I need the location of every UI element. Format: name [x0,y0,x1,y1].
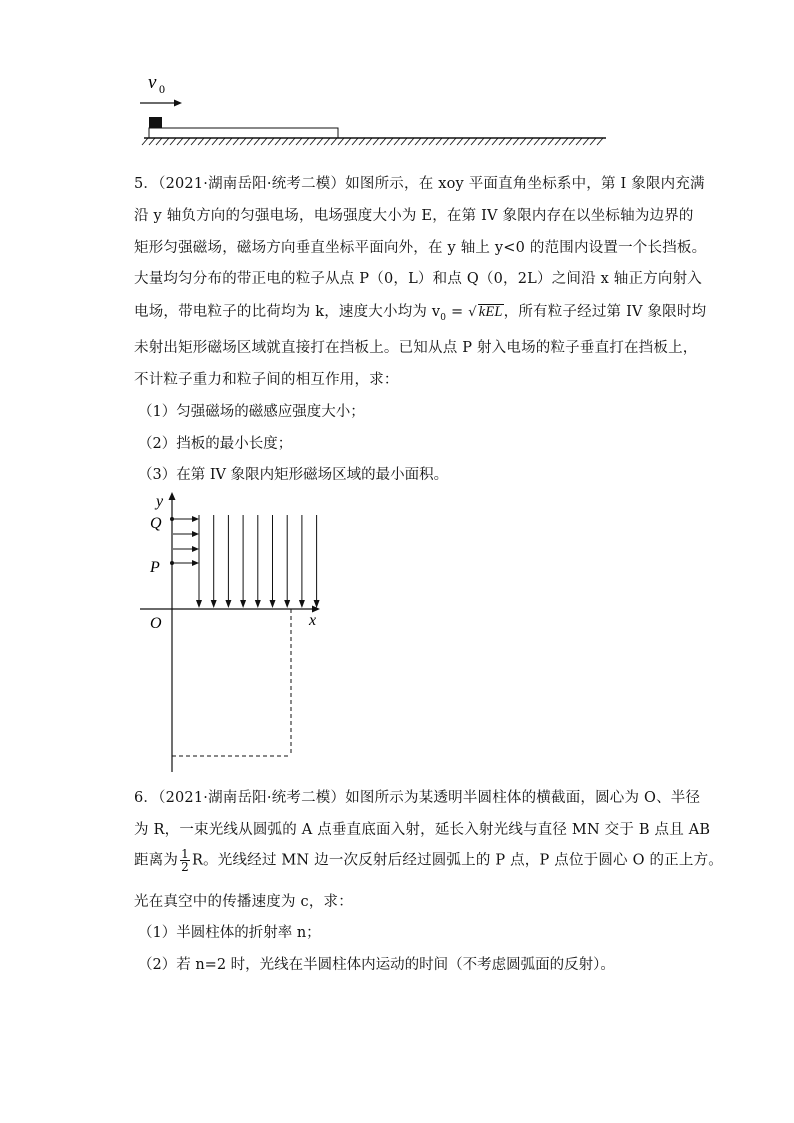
hatch-stroke [198,138,204,145]
hatch-stroke [226,138,232,145]
field-arrowhead [255,600,261,608]
hatch-stroke [359,138,365,145]
sqrt-content: kEL [478,304,503,320]
hatch-stroke [261,138,267,145]
hatch-stroke [590,138,596,145]
hatch-stroke [387,138,393,145]
hatch-stroke [415,138,421,145]
field-diagram [140,488,340,778]
hatch-stroke [534,138,540,145]
hatch-stroke [149,138,155,145]
fraction-numerator: 1 [181,847,189,861]
hatch-stroke [569,138,575,145]
hatch-stroke [317,138,323,145]
hatch-stroke [548,138,554,145]
entry-arrowhead [192,516,199,522]
q6-line-2: 为 R，一束光线从圆弧的 A 点垂直底面入射，延长入射光线与直径 MN 交于 B 点且 AB [134,822,711,838]
hatch-stroke [289,138,295,145]
hatch-stroke [408,138,414,145]
hatch-stroke [163,138,169,145]
v0-subscript: 0 [440,312,447,323]
q5-line-5: 电场，带电粒子的比荷均为 k，速度大小均为 $v_0$ = √ kEL，所有粒子经过第 IV 象限时均 [134,304,707,323]
q5-subquestion-2: （2）挡板的最小长度； [138,436,293,452]
hatch-stroke [310,138,316,145]
point-p-label: P [150,559,160,576]
q5-line-4: 大量均匀分布的带正电的粒子从点 P（0，L）和点 Q（0，2L）之间沿 x 轴正方向射入 [134,271,702,287]
hatch-stroke [268,138,274,145]
hatch-stroke [450,138,456,145]
hatch-stroke [366,138,372,145]
hatch-stroke [303,138,309,145]
hatch-stroke [401,138,407,145]
hatch-stroke [436,138,442,145]
hatch-stroke [541,138,547,145]
long-board [149,128,338,138]
hatch-stroke [247,138,253,145]
hatch-stroke [492,138,498,145]
fraction-denominator: 2 [181,860,189,874]
hatch-stroke [254,138,260,145]
q5-line-5-rest: ，所有粒子经过第 IV 象限时均 [503,304,707,320]
q6-subquestion-2: （2）若 n=2 时，光线在半圆柱体内运动的时间（不考虑圆弧面的反射）。 [138,957,615,973]
hatch-stroke [394,138,400,145]
hatch-stroke [345,138,351,145]
hatch-stroke [296,138,302,145]
ground-hatch [142,138,603,145]
q6-line-1: 6．（2021·湖南岳阳·统考二模）如图所示为某透明半圆柱体的横截面，圆心为 O、半径 [134,790,701,806]
block-board-figure [130,66,620,148]
hatch-stroke [443,138,449,145]
origin-label: O [150,615,162,632]
field-arrowhead [196,600,202,608]
y-axis-label: y [156,493,164,510]
q6-line-3 [134,848,723,873]
q5-subquestion-1: （1）匀强磁场的磁感应强度大小； [138,404,365,420]
hatch-stroke [485,138,491,145]
hatch-stroke [275,138,281,145]
hatch-stroke [177,138,183,145]
hatch-stroke [429,138,435,145]
entry-arrowhead [192,531,199,537]
hatch-stroke [219,138,225,145]
q5-subquestion-3: （3）在第 IV 象限内矩形磁场区域的最小面积。 [138,467,449,483]
hatch-stroke [562,138,568,145]
hatch-stroke [373,138,379,145]
electric-field-lines [196,515,320,608]
q6-subquestion-1: （1）半圆柱体的折射率 n； [138,925,321,941]
hatch-stroke [184,138,190,145]
q6-line-4: 光在真空中的传播速度为 c，求： [134,894,353,910]
hatch-stroke [506,138,512,145]
hatch-stroke [170,138,176,145]
hatch-stroke [422,138,428,145]
velocity-label: v [148,72,157,93]
hatch-stroke [457,138,463,145]
hatch-stroke [478,138,484,145]
hatch-stroke [380,138,386,145]
point-q-label: Q [150,515,162,532]
half-fraction [180,848,190,873]
field-arrowhead [270,600,276,608]
hatch-stroke [520,138,526,145]
hatch-stroke [282,138,288,145]
velocity-arrowhead [174,100,182,107]
field-arrowhead [225,600,231,608]
entry-arrowhead [192,560,199,566]
field-arrowhead [299,600,305,608]
q5-line-2: 沿 y 轴负方向的匀强电场，电场强度大小为 E，在第 IV 象限内存在以坐标轴为边界的 [134,208,694,224]
hatch-stroke [576,138,582,145]
q5-line-7: 不计粒子重力和粒子间的相互作用，求： [134,372,399,388]
field-arrowhead [240,600,246,608]
hatch-stroke [464,138,470,145]
hatch-stroke [156,138,162,145]
hatch-stroke [191,138,197,145]
hatch-stroke [142,138,148,145]
q5-line-5-text: 电场，带电粒子的比荷均为 k，速度大小均为 v [134,304,441,320]
field-arrowhead [211,600,217,608]
hatch-stroke [212,138,218,145]
hatch-stroke [352,138,358,145]
q6-line-3-start: 距离为 [134,852,179,869]
field-arrowhead [284,600,290,608]
equals-sign: = [446,304,469,320]
hatch-stroke [527,138,533,145]
q5-line-3: 矩形匀强磁场，磁场方向垂直坐标平面向外，在 y 轴上 y<0 的范围内设置一个长挡板。 [134,240,707,256]
q5-line-1: 5．（2021·湖南岳阳·统考二模）如图所示，在 xoy 平面直角坐标系中，第 I 象限内充满 [134,176,705,192]
hatch-stroke [513,138,519,145]
q5-line-6: 未射出矩形磁场区域就直接打在挡板上。已知从点 P 射入电场的粒子垂直打在挡板上， [134,340,698,356]
hatch-stroke [583,138,589,145]
entry-arrowhead [192,546,199,552]
x-axis-label: x [309,612,317,629]
hatch-stroke [324,138,330,145]
hatch-stroke [205,138,211,145]
y-axis-arrowhead [169,492,176,500]
hatch-stroke [233,138,239,145]
velocity-subscript: 0 [159,82,165,96]
hatch-stroke [597,138,603,145]
hatch-stroke [240,138,246,145]
hatch-stroke [499,138,505,145]
hatch-stroke [331,138,337,145]
hatch-stroke [555,138,561,145]
entry-arrows [173,516,199,566]
hatch-stroke [471,138,477,145]
q6-line-3-rest: R。光线经过 MN 边一次反射后经过圆弧上的 P 点，P 点位于圆心 O 的正上方。 [191,852,723,869]
hatch-stroke [338,138,344,145]
small-block [149,117,162,129]
